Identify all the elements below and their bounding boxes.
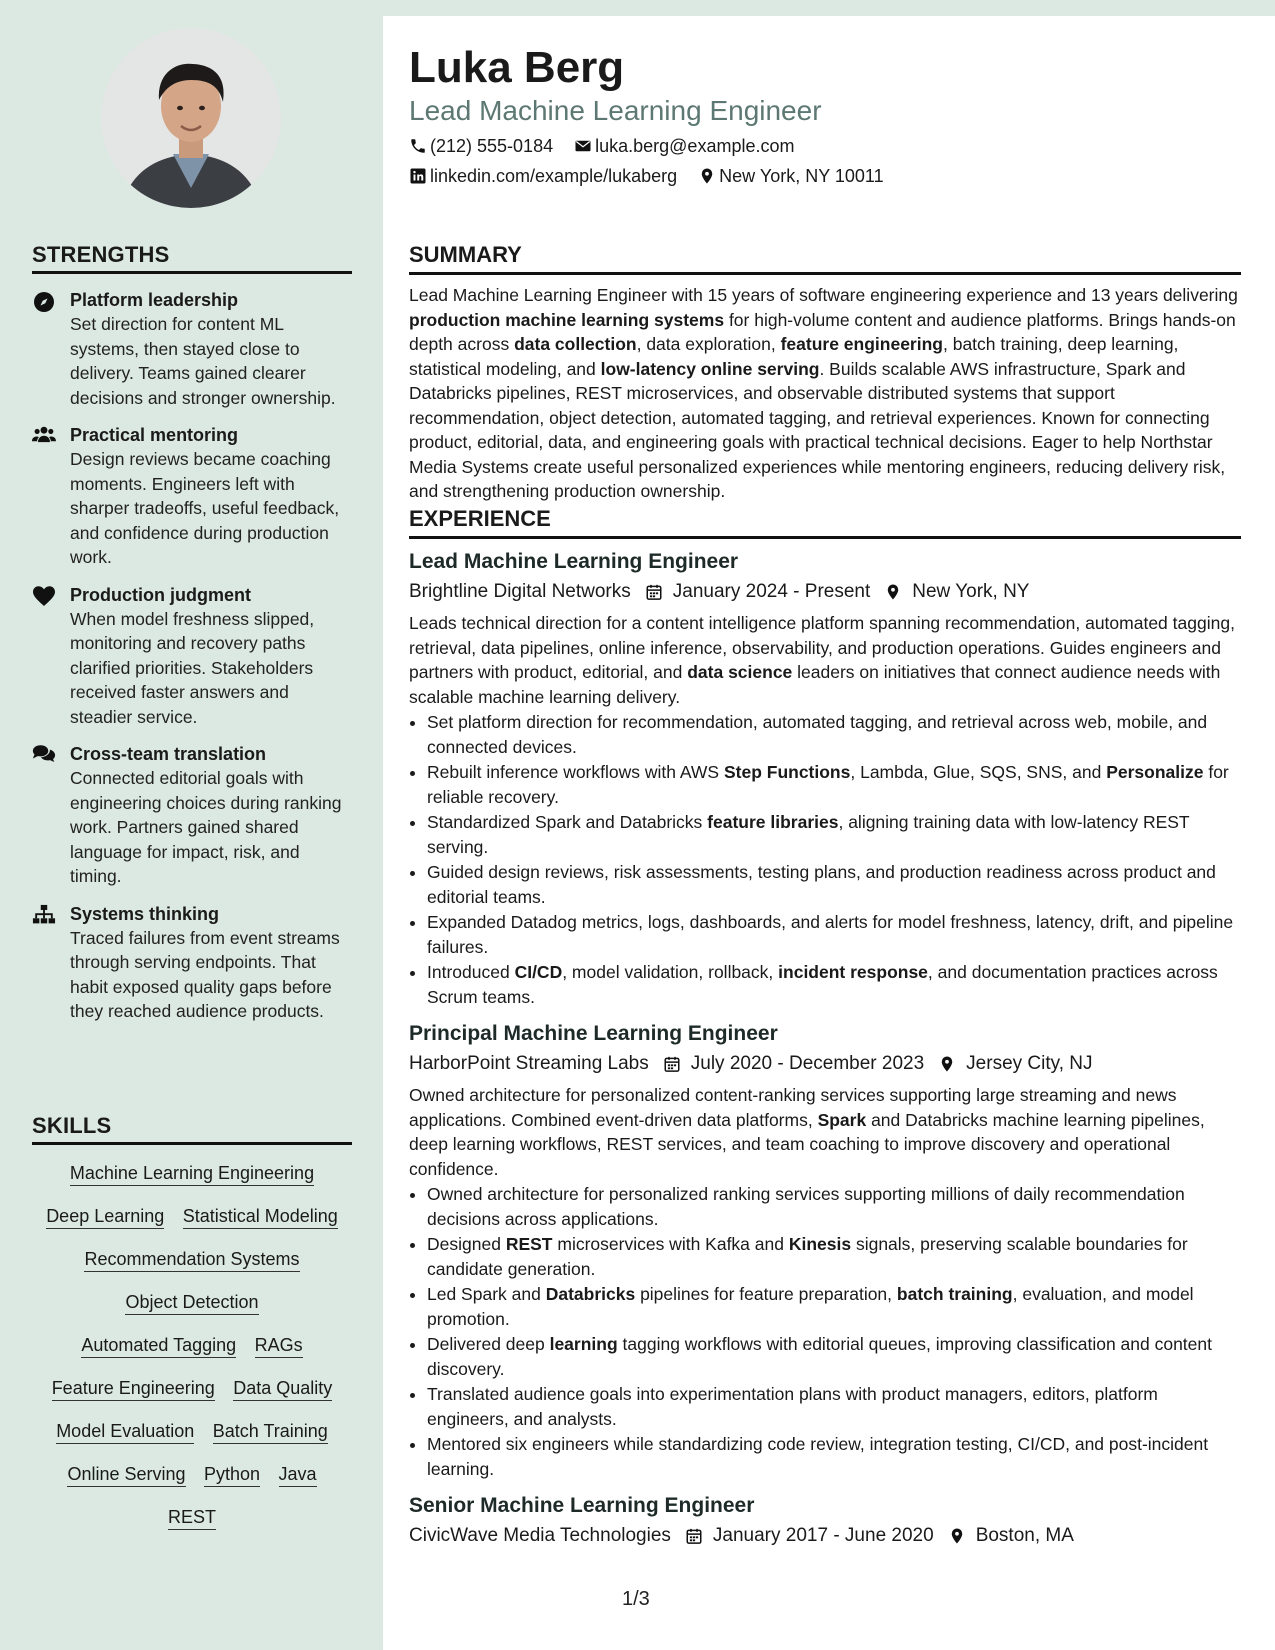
skills-section [32,1113,352,1540]
contact-row-1 [409,134,810,161]
skill-tag: Statistical Modeling [183,1205,338,1229]
person-title: Lead Machine Learning Engineer [409,95,822,126]
skill-tag: REST [168,1506,216,1530]
calendar-icon [685,1527,703,1545]
skill-tag: Feature Engineering [52,1377,215,1401]
job-bullet: • Introduced CI/CD, model validation, rollback, incident response, and documentation practices across Scrum teams. [427,960,1241,1009]
contact-row-2 [409,164,900,191]
main-content [383,16,1275,1650]
strength-title: Cross-team translation [70,744,267,764]
phone-text: (212) 555-0184 [430,136,554,156]
job-bullet: • Expanded Datadog metrics, logs, dashboards, and alerts for model freshness, latency, drift, and pipeline failures. [427,910,1241,959]
job-dates: July 2020 - December 2023 [690,1053,925,1074]
skill-tag: Python [204,1463,260,1487]
strength-description: When model freshness slipped, monitoring and recovery paths clarified priorities. Stakeholders received faster answers and steadier service. [70,608,315,727]
strength-description: Connected editorial goals with engineering choices during ranking work. Partners gained shared language for impact, risk, and timing. [70,768,342,886]
strength-item [32,423,352,570]
page-number: 1/3 [622,1588,650,1610]
skill-tag: RAGs [255,1334,303,1358]
job-dates: January 2017 - June 2020 [712,1525,934,1546]
strength-item [32,583,352,730]
job-bullet: • Designed REST microservices with Kafka and Kinesis signals, preserving scalable boundaries for candidate generation. [427,1232,1241,1281]
job-bullet: • Owned architecture for personalized ranking services supporting millions of daily recommendation decisions across applications. [427,1182,1241,1231]
envelope-icon [574,137,592,155]
job-title: Principal Machine Learning Engineer [409,1022,778,1045]
skill-tag: Automated Tagging [81,1334,236,1358]
strengths-list [32,288,352,1024]
skills-list [32,1153,352,1540]
job-title: Lead Machine Learning Engineer [409,550,739,573]
job-bullet: • Rebuilt inference workflows with AWS Step Functions, Lambda, Glue, SQS, SNS, and Personalize for reliable recovery. [427,760,1241,809]
calendar-icon [663,1055,681,1073]
skill-tag: Model Evaluation [56,1420,194,1444]
job-bullet: • Set platform direction for recommendation, automated tagging, and retrieval across web, mobile, and connected devices. [427,710,1241,759]
summary-section [409,242,1241,504]
job-location: Jersey City, NJ [966,1053,1093,1074]
strength-title: Practical mentoring [70,425,239,445]
comments-icon [32,744,56,764]
summary-heading: SUMMARY [409,242,1241,275]
summary-text: Lead Machine Learning Engineer with 15 years of software engineering experience and 13 years delivering production machine learning systems for high-volume content and audience platforms. Brings hands-on depth across data collection, data exploration, feature engineering, batch training, deep learning, statistical modeling, and low-latency online serving. Builds scalable AWS infrastructure, Spark and Databricks pipelines, REST microservices, and observable distributed systems that support recommendation, object detection, automated tagging, and retrieval experiences. Known for connecting product, editorial, data, and engineering goals with practical technical decisions. Eager to help Northstar Media Systems create useful personalized experiences while mentoring engineers, reducing delivery risk, and strengthening production ownership. [409,285,1238,501]
job-bullet: • Led Spark and Databricks pipelines for feature preparation, batch training, evaluation, and model promotion. [427,1282,1241,1331]
strengths-heading: STRENGTHS [32,242,352,274]
heart-icon [32,585,56,605]
job-description: Leads technical direction for a content intelligence platform spanning recommendation, automated tagging, retrieval, data pipelines, online inference, observability, and production operations. Guides engineers and partners with product, editorial, and data science leaders on initiatives that connect audience needs with scalable machine learning delivery. [409,613,1235,707]
strength-item [32,288,352,410]
job-entry [409,549,1241,1009]
job-location: Boston, MA [975,1525,1074,1546]
person-name: Luka Berg [409,43,625,92]
job-bullets [409,1182,1241,1481]
job-dates: January 2024 - Present [672,581,871,602]
job-meta [409,579,1241,605]
skill-tag: Machine Learning Engineering [70,1162,314,1186]
calendar-icon [645,583,663,601]
experience-section [409,506,1241,1549]
job-description: Owned architecture for personalized content-ranking services supporting large streaming and news applications. Combined event-driven data platforms, Spark and Databricks machine learning pipelines, deep learning workflows, REST services, and team coaching to improve discovery and operational confidence. [409,1085,1205,1179]
job-bullet: • Guided design reviews, risk assessments, testing plans, and production readiness across product and editorial teams. [427,860,1241,909]
strength-title: Production judgment [70,584,251,605]
phone-icon [409,137,427,155]
map-pin-icon [948,1527,966,1545]
strength-description: Traced failures from event streams through serving endpoints. That habit exposed quality gaps before they reached audience products. [70,927,340,1021]
linkedin-text[interactable]: linkedin.com/example/lukaberg [430,166,678,186]
map-pin-icon [884,583,902,601]
skill-tag: Online Serving [67,1463,185,1487]
experience-heading: EXPERIENCE [409,506,1241,539]
skill-tag: Deep Learning [46,1205,164,1229]
job-bullet: • Translated audience goals into experimentation plans with product managers, editors, platform engineers, and analysts. [427,1382,1241,1431]
job-company: Brightline Digital Networks [409,581,631,602]
skill-tag: Object Detection [125,1291,258,1315]
skill-tag: Java [279,1463,317,1487]
strength-item [32,742,352,889]
jobs-list [409,549,1241,1549]
skill-tag: Recommendation Systems [84,1248,299,1272]
strength-title: Systems thinking [70,903,220,924]
job-company: HarborPoint Streaming Labs [409,1053,649,1074]
linkedin-icon [409,167,427,185]
strength-description: Set direction for content ML systems, then stayed close to delivery. Teams gained clearer decisions and stronger ownership. [70,314,336,408]
strength-description: Design reviews became coaching moments. Engineers left with sharper tradeoffs, useful feedback, and confidence during production work. [70,449,340,567]
strengths-section [32,242,352,1024]
email-text[interactable]: luka.berg@example.com [595,136,795,156]
strength-title: Platform leadership [70,290,239,310]
job-bullet: • Standardized Spark and Databricks feature libraries, aligning training data with low-latency REST serving. [427,810,1241,859]
job-bullet: • Delivered deep learning tagging workflows with editorial queues, improving classification and content discovery. [427,1332,1241,1381]
map-pin-icon [698,167,716,185]
sitemap-icon [32,904,56,924]
skills-heading: SKILLS [32,1113,352,1145]
map-pin-icon [938,1055,956,1073]
compass-icon [32,290,56,310]
linkedin-contact[interactable] [409,164,677,188]
skill-tag: Batch Training [213,1420,328,1444]
skill-tag: Data Quality [233,1377,332,1401]
profile-photo [101,28,281,208]
sidebar [0,0,383,1650]
strength-item [32,902,352,1024]
job-location: New York, NY [912,581,1030,602]
job-entry [409,1021,1241,1481]
job-bullet: • Mentored six engineers while standardizing code review, integration testing, CI/CD, and post-incident learning. [427,1432,1241,1481]
job-bullets [409,710,1241,1009]
location-contact [698,164,883,188]
avatar-icon [101,28,281,208]
job-entry [409,1493,1241,1549]
email-contact[interactable] [574,134,794,158]
users-icon [32,425,56,445]
job-meta [409,1523,1241,1549]
location-text: New York, NY 10011 [719,166,884,186]
job-meta [409,1051,1241,1077]
job-title: Senior Machine Learning Engineer [409,1494,755,1517]
phone-contact [409,134,553,158]
job-company: CivicWave Media Technologies [409,1525,671,1546]
